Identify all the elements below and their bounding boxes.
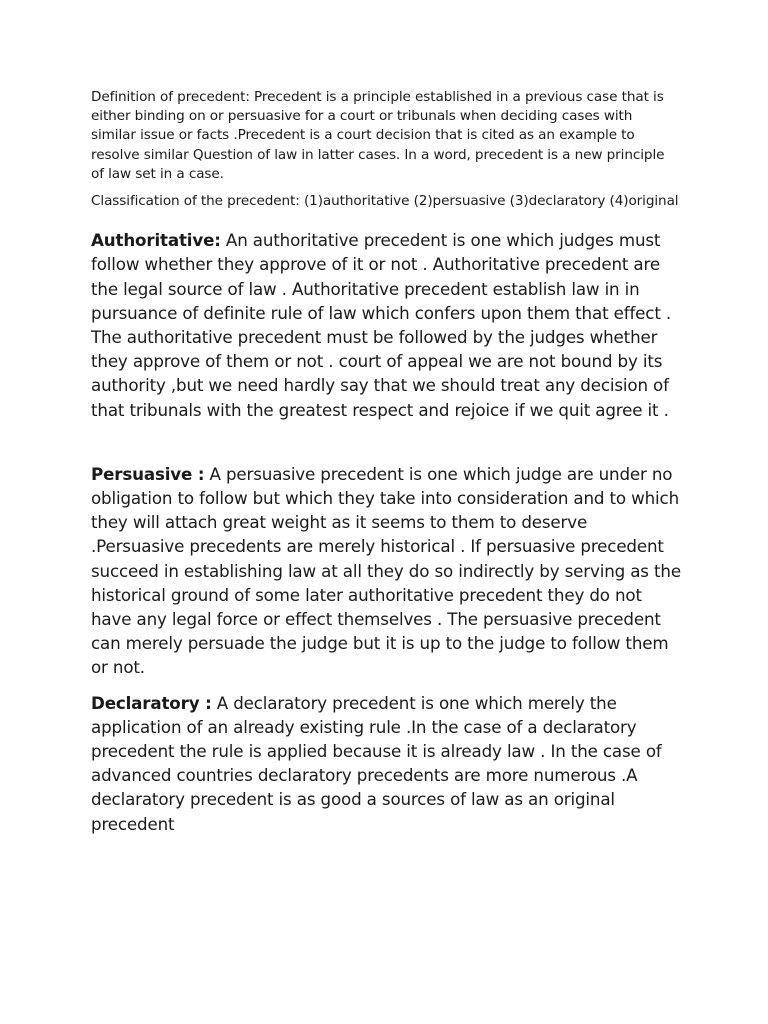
persuasive-paragraph (91, 462, 681, 680)
authoritative-paragraph (91, 228, 681, 422)
definition-paragraph: Definition of precedent: Precedent is a principle established in a previous case that is either binding on or persuasive for a court or tribunals when deciding cases with similar issue or facts .Precedent is a court decision that is cited as an example to resolve similar Question of law in latter cases. In a word, precedent is a new principle of law set in a case. (91, 89, 665, 182)
declaratory-body: A declaratory precedent is one which merely the application of an already existing rule .In the case of a declaratory precedent the rule is applied because it is already law . In the case of advanced countries declaratory precedents are more numerous .A declaratory precedent is as good a sources of law as an original precedent (91, 692, 662, 834)
document-page (91, 88, 681, 836)
classification-paragraph: Classification of the precedent: (1)authoritative (2)persuasive (3)declaratory (4)original (91, 193, 679, 210)
persuasive-heading: Persuasive : (91, 463, 205, 484)
declaratory-heading: Declaratory : (91, 692, 212, 713)
authoritative-heading: Authoritative: (91, 230, 221, 251)
persuasive-body: A persuasive precedent is one which judge are under no obligation to follow but which they take into consideration and to which they will attach great weight as it seems to them to deserve .Persuasive precedents are merely historical . If persuasive precedent succeed in establishing law at all they do so indirectly by serving as the historical ground of some later authoritative precedent they do not have any legal force or effect themselves . The persuasive precedent can merely persuade the judge but it is up to the judge to follow them or not. (91, 463, 681, 678)
declaratory-paragraph (91, 691, 681, 836)
authoritative-body: An authoritative precedent is one which judges must follow whether they approve of it or not . Authoritative precedent are the legal source of law . Authoritative precedent establish law in in pursuance of definite rule of law which confers upon them that effect . The authoritative precedent must be followed by the judges whether they approve of them or not . court of appeal we are not bound by its authority ,but we need hardly say that we should treat any decision of that tribunals with the greatest respect and rejoice if we quit agree it . (91, 230, 672, 420)
